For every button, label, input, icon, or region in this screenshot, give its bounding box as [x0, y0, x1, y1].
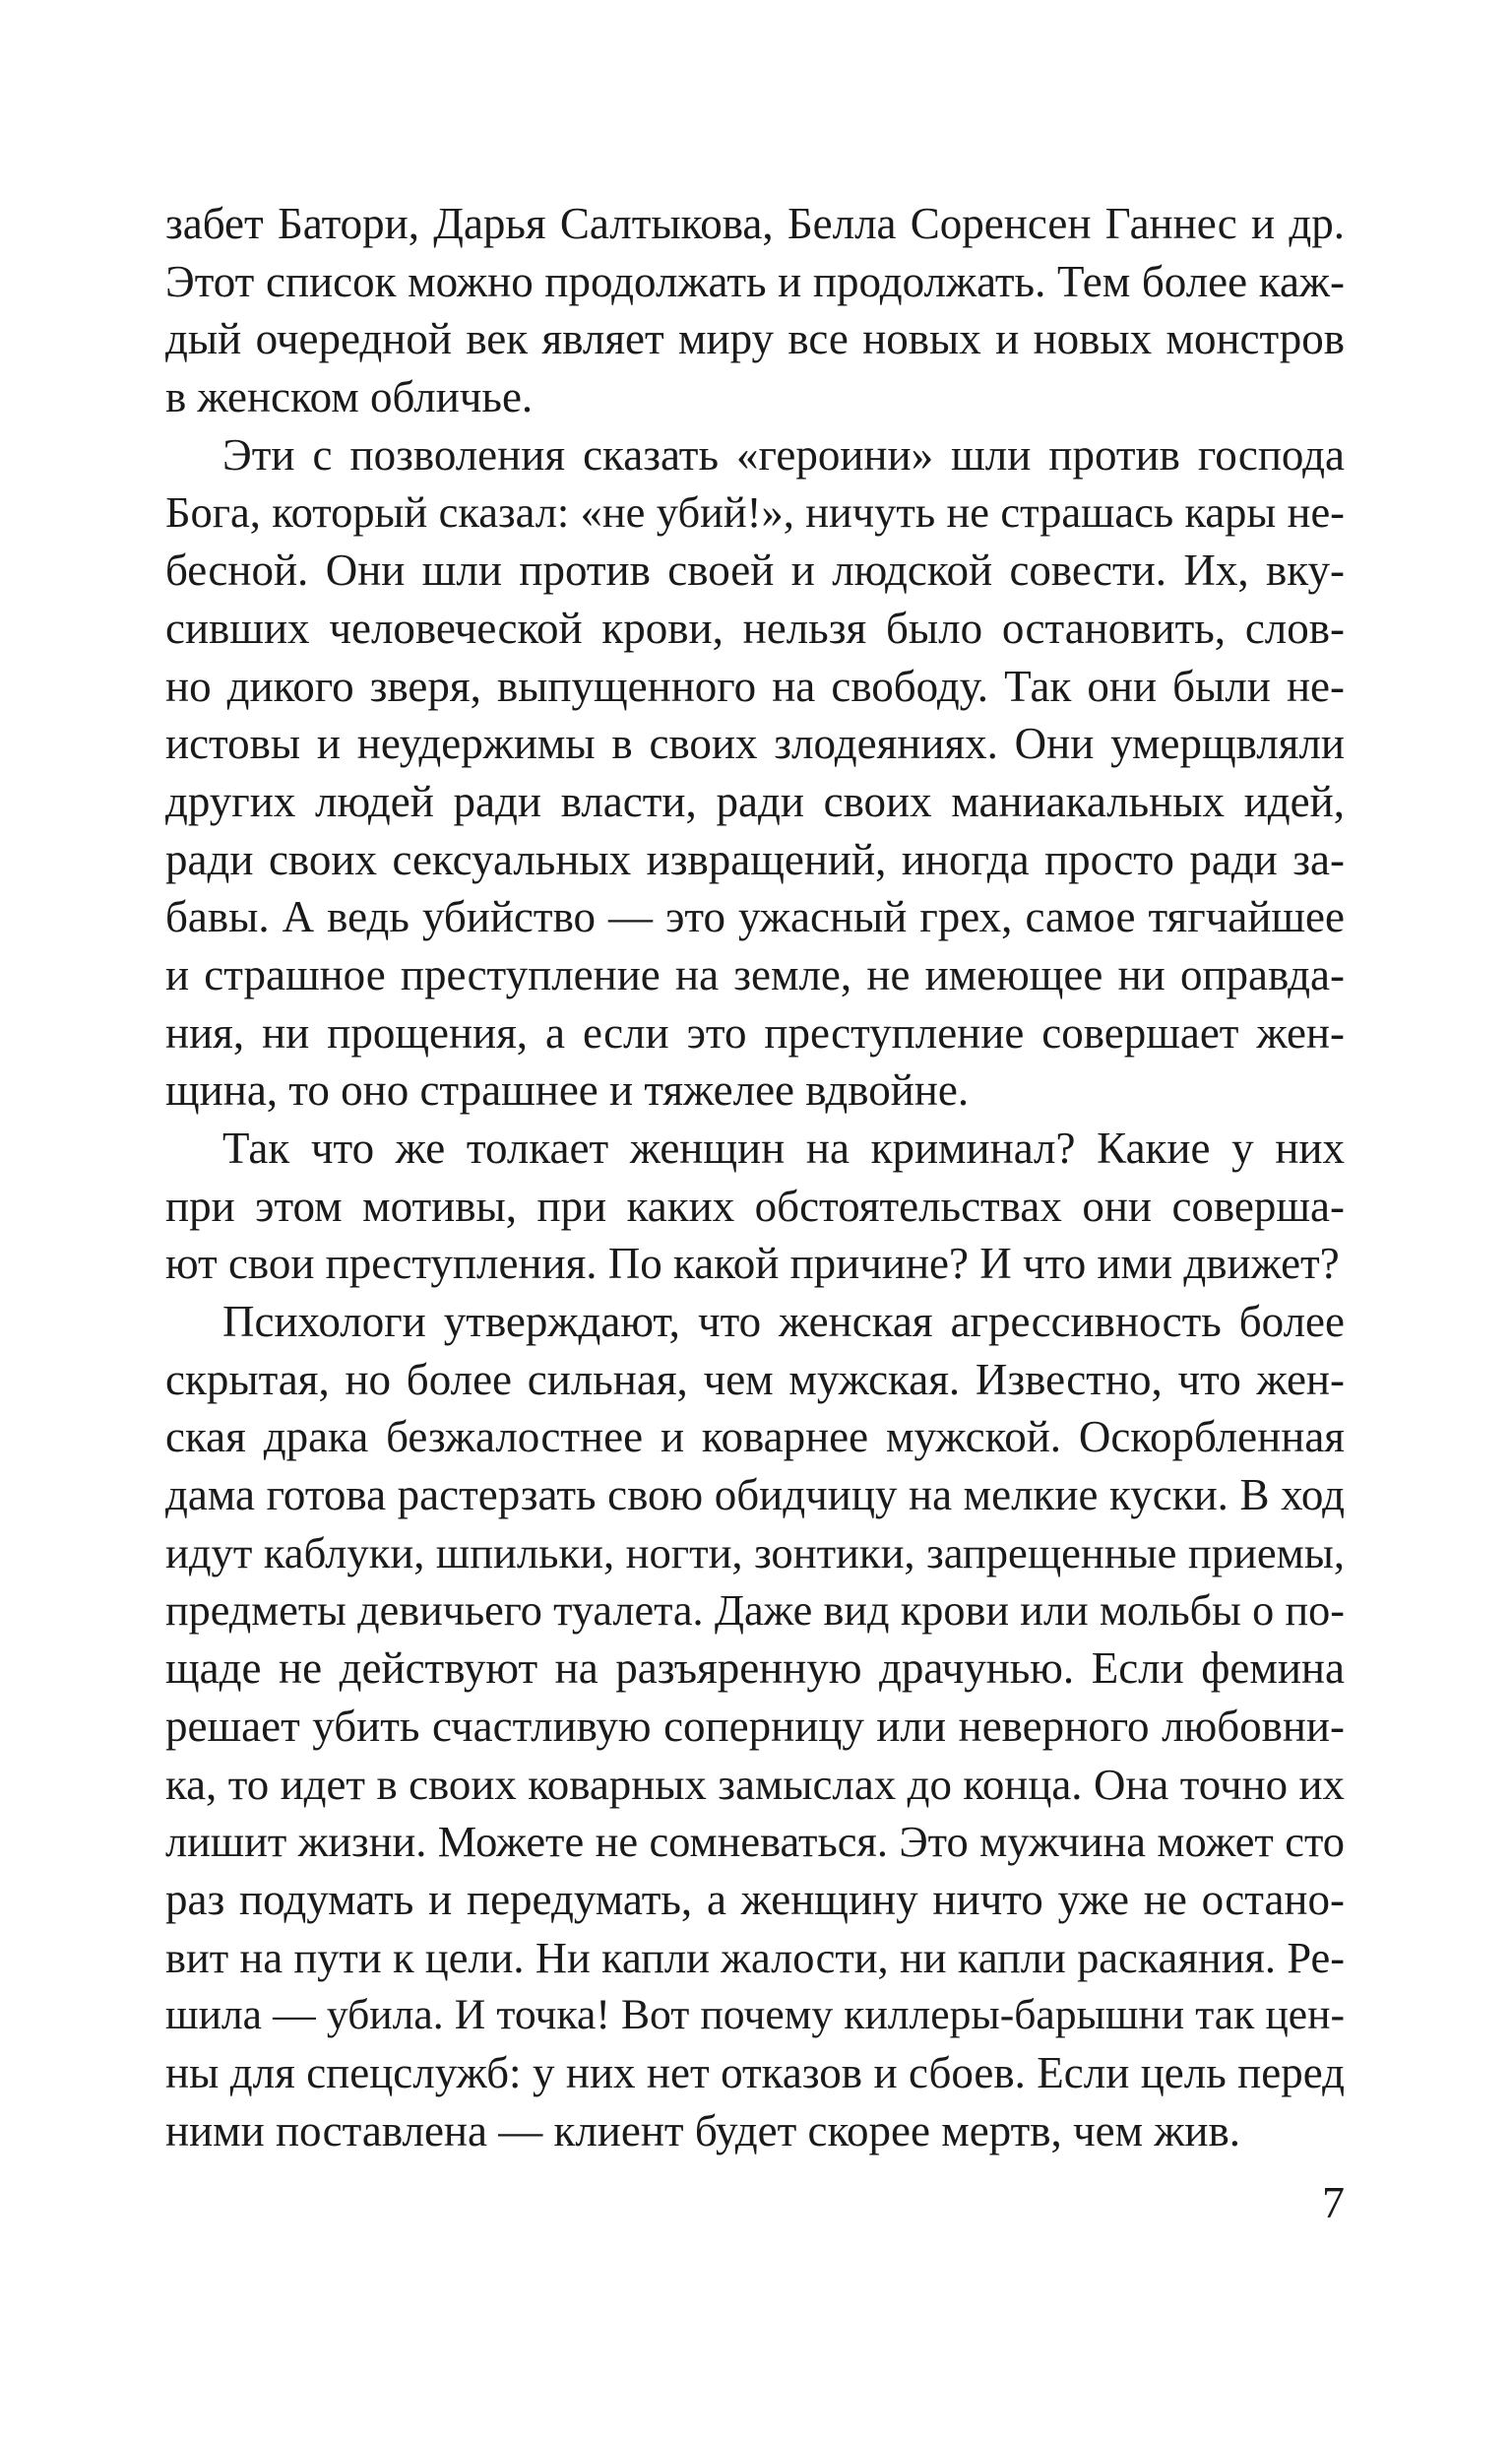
text-line: других людей ради власти, ради своих маниакальных идей, — [165, 776, 1345, 826]
text-line: ния, ни прощения, а если это преступление совершает жен- — [165, 1007, 1345, 1058]
text-line: Психологи утверждают, что женская агрессивность более — [222, 1297, 1345, 1347]
text-line: дый очередной век являет миру все новых и новых монстров — [165, 314, 1345, 364]
text-line: щаде не действуют на разъяренную драчунью. Если фемина — [165, 1643, 1345, 1694]
text-line: бесной. Они шли против своей и людской совести. Их, вку- — [165, 546, 1345, 596]
text-line: решает убить счастливую соперницу или неверного любовни- — [165, 1701, 1345, 1751]
text-line: ская драка безжалостнее и коварнее мужской. Оскорбленная — [165, 1412, 1345, 1462]
text-line: дама готова растерзать свою обидчицу на мелкие куски. В ход — [165, 1470, 1345, 1520]
text-line: предметы девичьего туалета. Даже вид крови или мольбы о по- — [165, 1585, 1345, 1635]
text-line: бавы. А ведь убийство — это ужасный грех, самое тягчайшее — [165, 892, 1345, 942]
page-number: 7 — [1322, 2177, 1345, 2227]
text-line: вит на пути к цели. Ни капли жалости, ни капли раскаяния. Ре- — [165, 1932, 1345, 1982]
text-line: Этот список можно продолжать и продолжать. Тем более каж- — [165, 256, 1345, 306]
text-line: лишит жизни. Можете не сомневаться. Это мужчина может сто — [165, 1817, 1345, 1867]
text-line: истовы и неудержимы в своих злодеяниях. Они умерщвляли — [165, 719, 1345, 769]
text-line: скрытая, но более сильная, чем мужская. Известно, что жен- — [165, 1354, 1345, 1404]
text-line: и страшное преступление на земле, не имеющее ни оправда- — [165, 949, 1345, 999]
text-line: в женском обличье. — [165, 372, 534, 422]
text-line: ют свои преступления. По какой причине? И что ими движет? — [165, 1239, 1340, 1289]
text-line: шила — убила. И точка! Вот почему киллеры-барышни так цен- — [165, 1991, 1345, 2039]
text-line: ними поставлена — клиент будет скорее мертв, чем жив. — [165, 2105, 1240, 2155]
text-line: при этом мотивы, при каких обстоятельствах они соверша- — [165, 1181, 1345, 1231]
text-line: ка, то идет в своих коварных замыслах до конца. Она точно их — [165, 1759, 1345, 1809]
body-text — [165, 195, 1345, 2159]
text-line: ради своих сексуальных извращений, иногда просто ради за- — [165, 834, 1345, 884]
text-line: идут каблуки, шпильки, ногти, зонтики, запрещенные приемы, — [165, 1527, 1345, 1577]
text-line: щина, то оно страшнее и тяжелее вдвойне. — [165, 1065, 970, 1116]
text-line: Бога, который сказал: «не убий!», ничуть не страшась кары не- — [165, 487, 1345, 538]
text-line: раз подумать и передумать, а женщину ничто уже не остано- — [165, 1874, 1345, 1924]
text-line: Так что же толкает женщин на криминал? Какие у них — [222, 1124, 1345, 1173]
text-line: Эти с позволения сказать «героини» шли против господа — [222, 429, 1345, 480]
text-line: забет Батори, Дарья Салтыкова, Белла Соренсен Ганнес и др. — [165, 199, 1345, 248]
text-line: но дикого зверя, выпущенного на свободу. Так они были не- — [165, 661, 1345, 711]
text-line: ны для спецслужб: у них нет отказов и сбоев. Если цель перед — [165, 2048, 1345, 2097]
text-line: сивших человеческой крови, нельзя было остановить, слов- — [165, 603, 1345, 653]
